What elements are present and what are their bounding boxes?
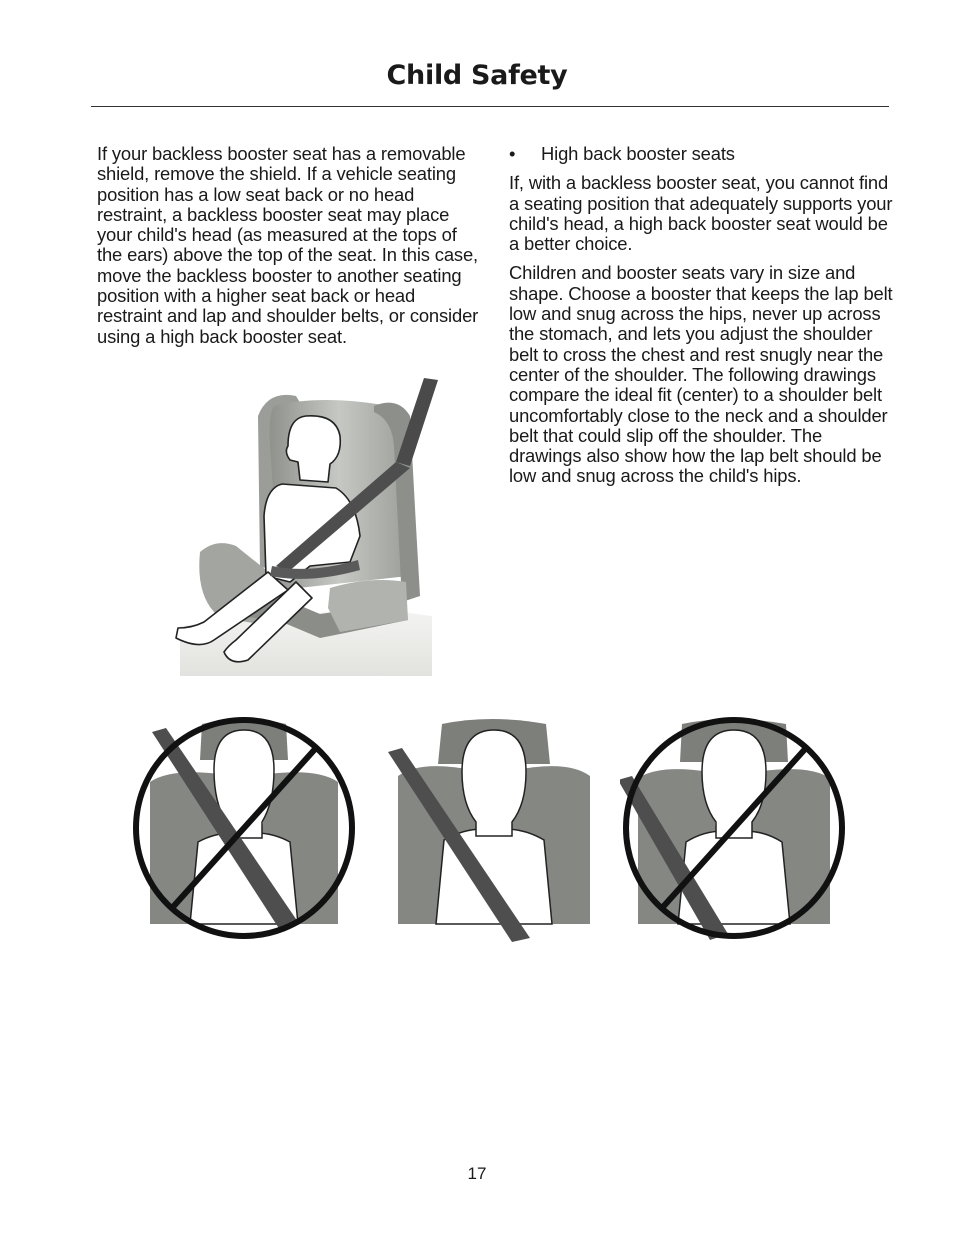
belt-too-close-neck-figure [130, 712, 358, 948]
bullet-mark: • [509, 143, 516, 164]
high-back-paragraph: If, with a backless booster seat, you cannot find a seating position that adequately supports your child's head, a high back booster seat would be a better choice. [509, 172, 893, 255]
page-number: 17 [467, 1164, 487, 1183]
right-column [509, 144, 894, 496]
title-divider [91, 106, 889, 107]
page-title: Child Safety [386, 60, 568, 91]
booster-seat-illustration [170, 376, 442, 682]
booster-fit-paragraph: Children and booster seats vary in size and shape. Choose a booster that keeps the lap belt low and snug across the hips, never up across the stomach, and lets you adjust the shoulder belt to cross the chest and rest snugly near the center of the shoulder. The following drawings compare the ideal fit (center) to a shoulder belt uncomfortably close to the neck and a shoulder belt that could slip off the shoulder. The drawings also show how the lap belt should be low and snug across the child's hips. [509, 262, 893, 487]
left-column [97, 144, 482, 356]
belt-off-shoulder-figure [620, 712, 848, 948]
bullet-text: High back booster seats [541, 143, 735, 164]
belt-ideal-fit-figure [380, 712, 608, 948]
bullet-item [509, 144, 894, 164]
booster-shield-paragraph: If your backless booster seat has a removable shield, remove the shield. If a vehicle seating position has a low seat back or no head restraint, a backless booster seat may place your child's head (as measured at the tops of the ears) above the top of the seat. In this case, move the backless booster to another seating position with a higher seat back or head restraint and lap and shoulder belts, or consider using a high back booster seat. [97, 143, 479, 347]
